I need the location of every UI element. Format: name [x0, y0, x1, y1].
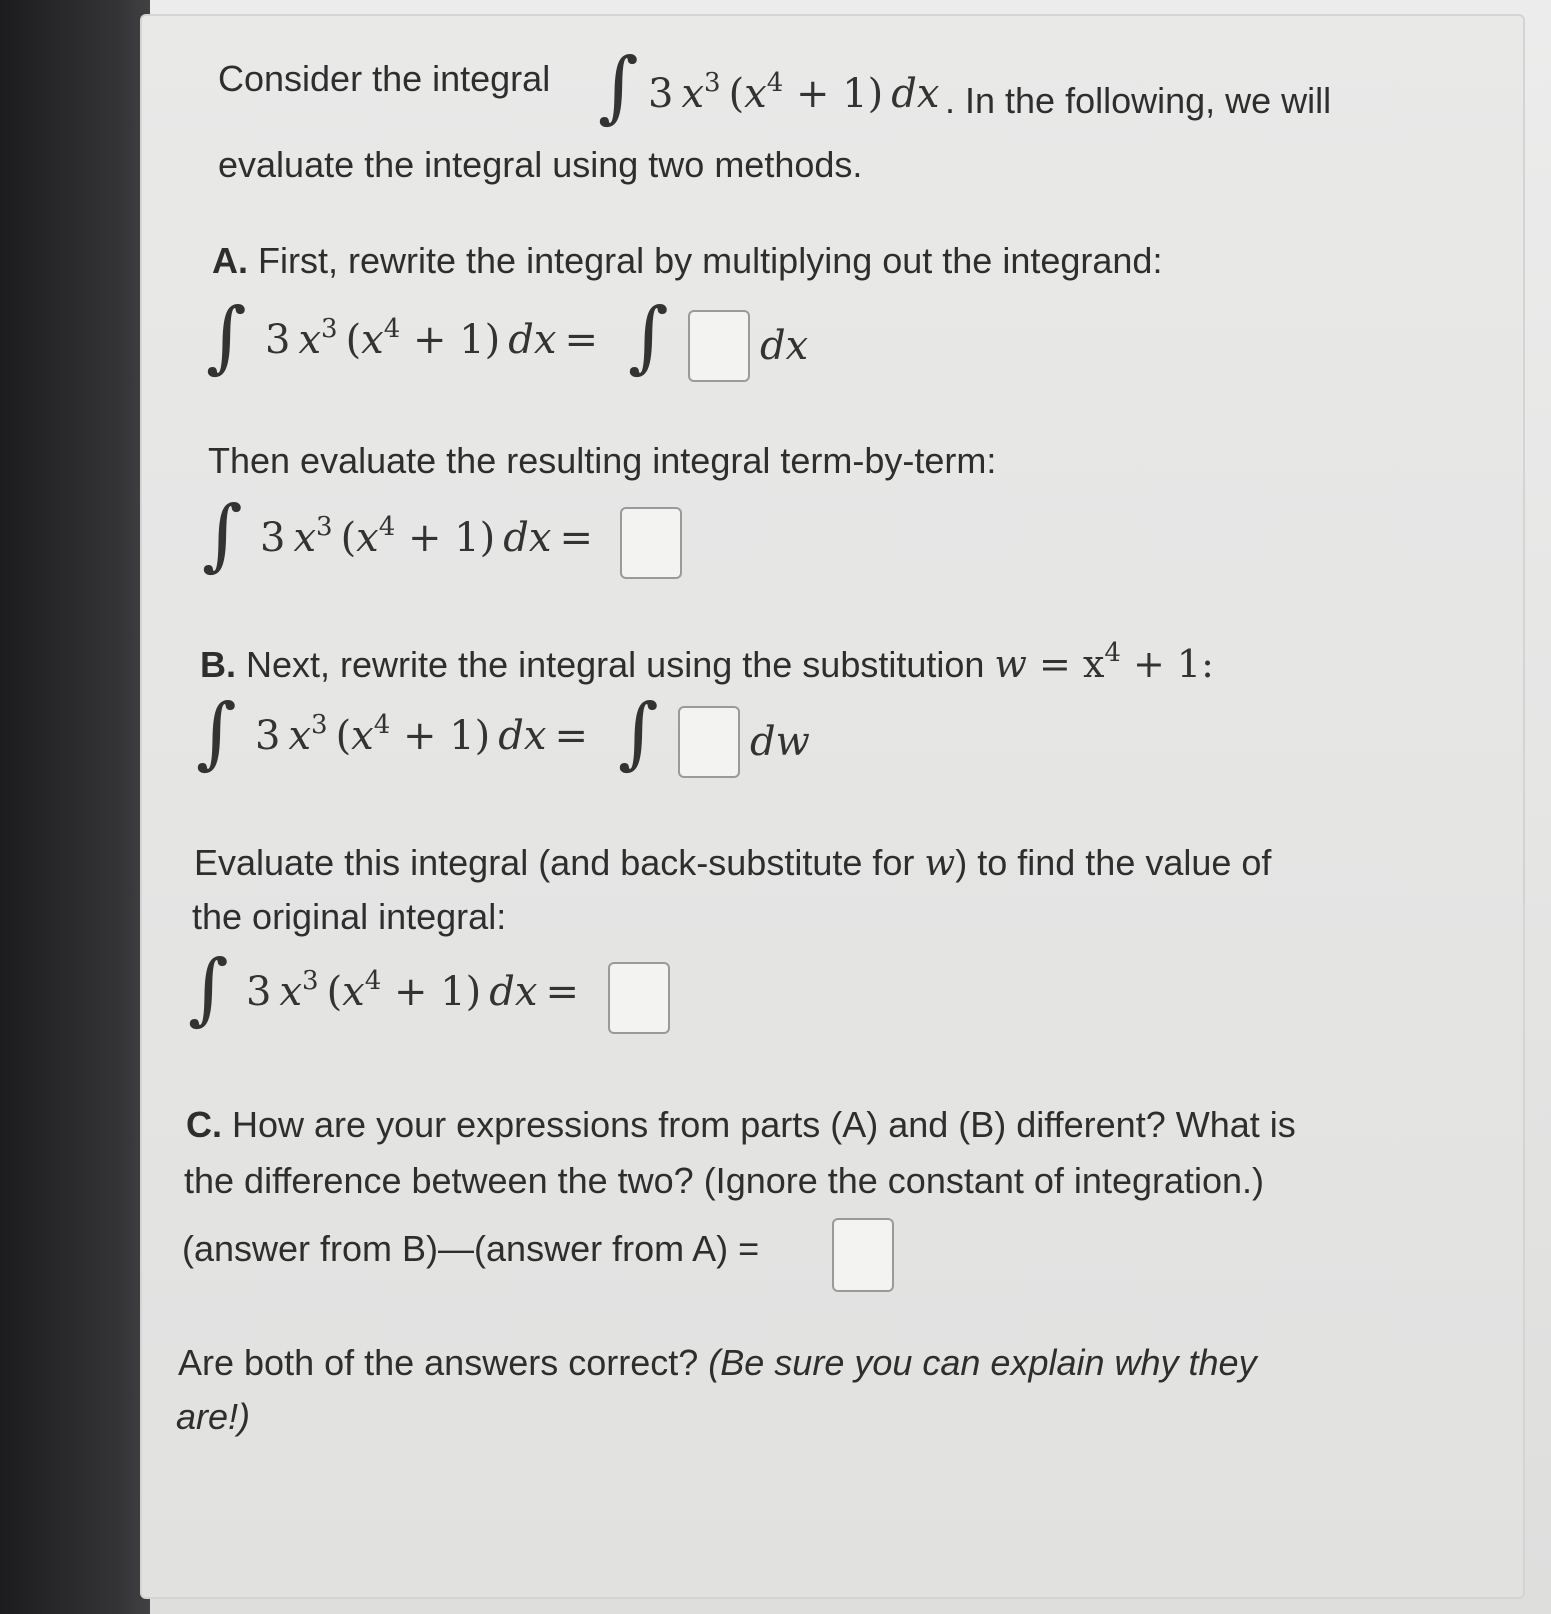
integral-sign: ∫ [196, 688, 237, 778]
answer-box-c-difference[interactable] [832, 1218, 894, 1292]
part-b-eval-integrand: 3 $x^3$ $(x^4 + 1)$ dx = [246, 966, 579, 1015]
answer-box-a-eval[interactable] [620, 507, 682, 579]
part-b-eval-line2: the original integral: [192, 896, 507, 937]
integral-sign: ∫ [188, 944, 229, 1034]
part-b-eval-line1: Evaluate this integral (and back-substitute for w) to find the value of [194, 842, 1272, 884]
intro-integrand: 3 $x^3$ $(x^4 + 1)$ dx [648, 68, 940, 117]
integral-sign: ∫ [618, 688, 659, 778]
part-c-line2: the difference between the two? (Ignore the constant of integration.) [184, 1160, 1265, 1201]
integral-sign: ∫ [206, 292, 247, 382]
part-a-then: Then evaluate the resulting integral term-by-term: [208, 440, 997, 481]
integral-sign: ∫ [598, 42, 639, 132]
part-a-eval-integrand: 3 $x^3$ $(x^4 + 1)$ dx = [260, 512, 593, 561]
intro-text-line2: evaluate the integral using two methods. [218, 144, 863, 185]
part-a-integrand: 3 $x^3$ $(x^4 + 1)$ dx = [265, 314, 598, 363]
answer-box-b-eval[interactable] [608, 962, 670, 1034]
answer-box-a-integrand[interactable] [688, 310, 750, 382]
dw-label: dw [750, 719, 810, 765]
part-c-line1: C. How are your expressions from parts (A) and (B) different? What is [186, 1104, 1296, 1145]
part-b-integrand: 3 $x^3$ $(x^4 + 1)$ dx = [255, 710, 588, 759]
integral-sign: ∫ [628, 292, 669, 382]
integral-sign: ∫ [202, 490, 243, 580]
intro-text-prefix: Consider the integral [218, 58, 551, 99]
closing-line2: are!) [176, 1396, 251, 1437]
part-c-line3: (answer from B)—(answer from A) = [182, 1228, 760, 1269]
dx-label: dx [760, 323, 809, 369]
intro-text-suffix: . In the following, we will [945, 80, 1332, 121]
closing-line1: Are both of the answers correct? (Be sure you can explain why they [178, 1342, 1257, 1383]
part-a-prompt: A. First, rewrite the integral by multiplying out the integrand: [212, 240, 1163, 281]
part-b-prompt: B. Next, rewrite the integral using the substitution $w = x^4 + 1$: [200, 638, 1214, 686]
answer-box-b-integrand[interactable] [678, 706, 740, 778]
